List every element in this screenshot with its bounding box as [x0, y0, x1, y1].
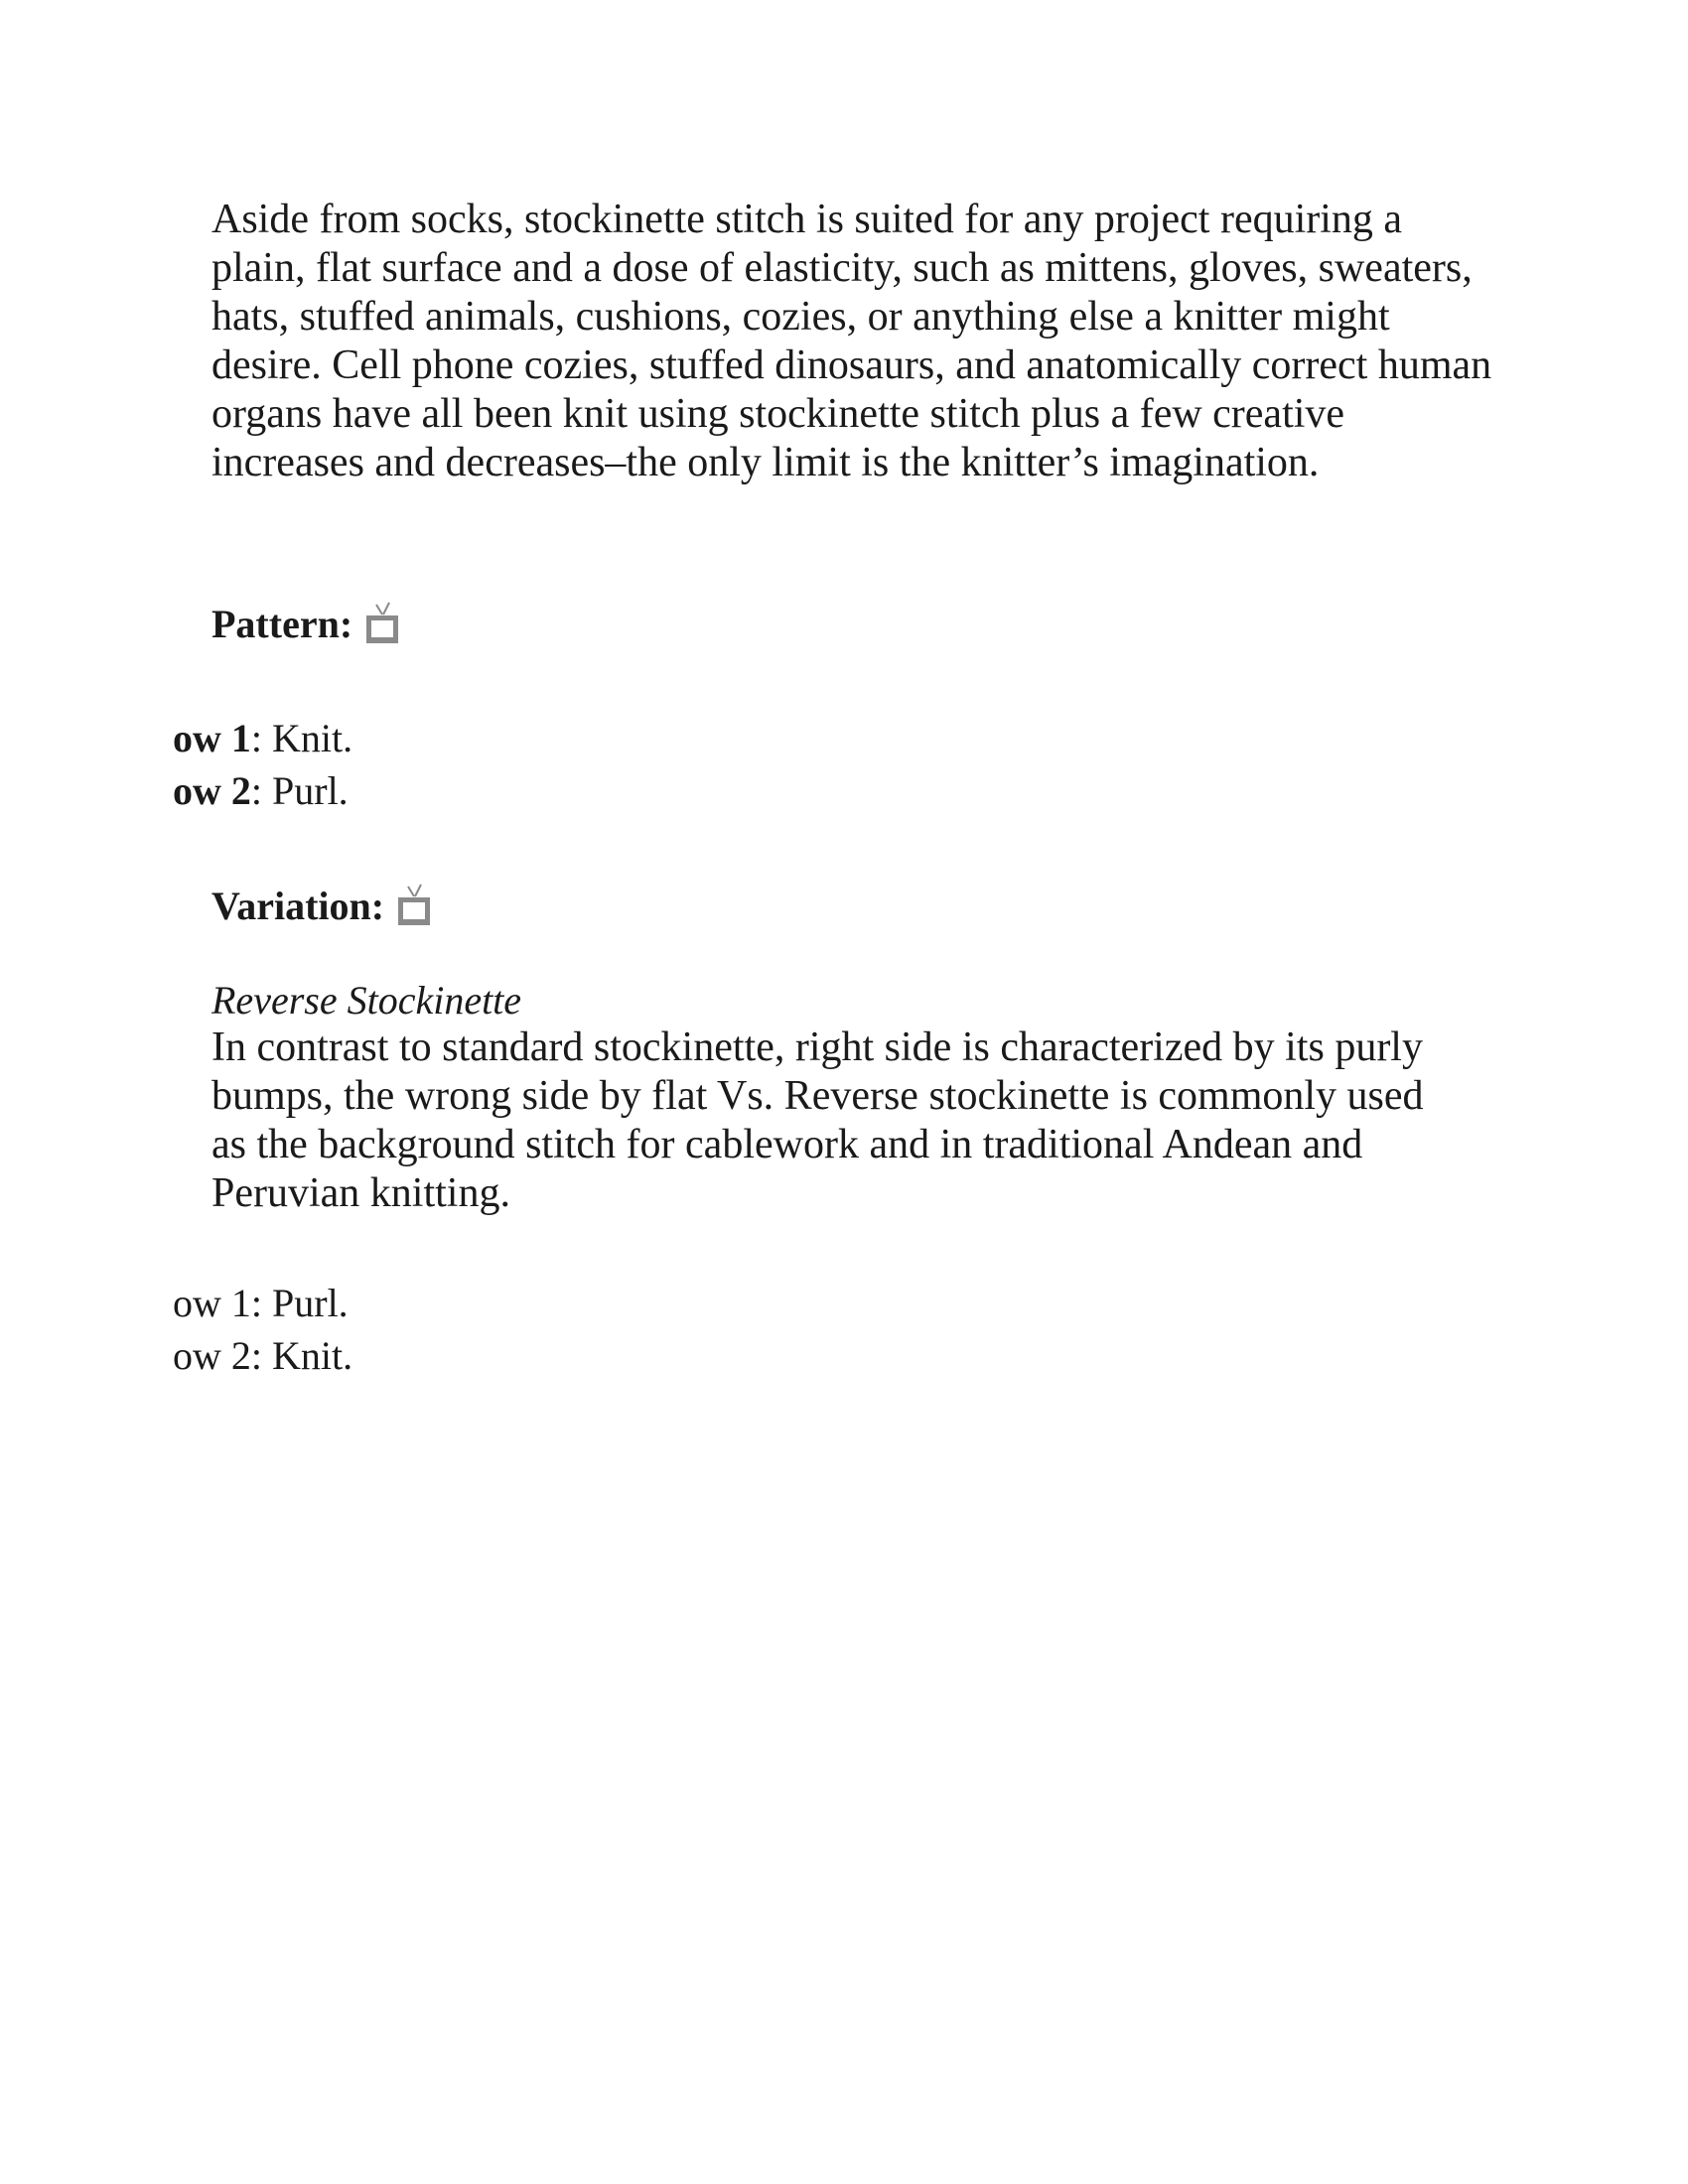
pattern-row-2-label: ow 2: [173, 768, 251, 813]
pattern-row-1: [173, 714, 353, 763]
variation-row-1: [173, 1279, 349, 1328]
pattern-row-2: [173, 766, 349, 816]
variation-title: Reverse Stockinette: [211, 978, 522, 1023]
pattern-heading: [211, 596, 402, 649]
intro-paragraph: Aside from socks, stockinette stitch is suited for any project requiring a plain, flat surface and a dose of elasticity, such as mittens, gloves, sweaters, hats, stuffed animals, cushions, cozies, or anything else a knitter might desire. Cell phone cozies, stuffed dinosaurs, and anatomically correct human organs have all been knit using stockinette stitch plus a few creative increases and decreases–the only limit is the knitter’s imagination.: [211, 197, 1492, 485]
variation-row-2-text: ow 2: Knit.: [173, 1333, 353, 1378]
pattern-row-1-label: ow 1: [173, 716, 251, 760]
variation-heading: [211, 878, 434, 931]
tv-icon[interactable]: [394, 883, 434, 930]
tv-icon[interactable]: [362, 601, 402, 648]
pattern-row-2-text: : Purl.: [250, 768, 349, 813]
pattern-row-1-text: : Knit.: [250, 716, 353, 760]
variation-row-2: [173, 1331, 353, 1381]
pattern-heading-label: Pattern:: [211, 601, 353, 646]
variation-body: In contrast to standard stockinette, right side is characterized by its purly bumps, the wrong side by flat Vs. Reverse stockinette is commonly used as the background stitch for cablework and in traditional Andean and Peruvian knitting.: [211, 1024, 1424, 1216]
variation-row-1-text: ow 1: Purl.: [173, 1281, 349, 1325]
variation-heading-label: Variation:: [211, 883, 385, 928]
